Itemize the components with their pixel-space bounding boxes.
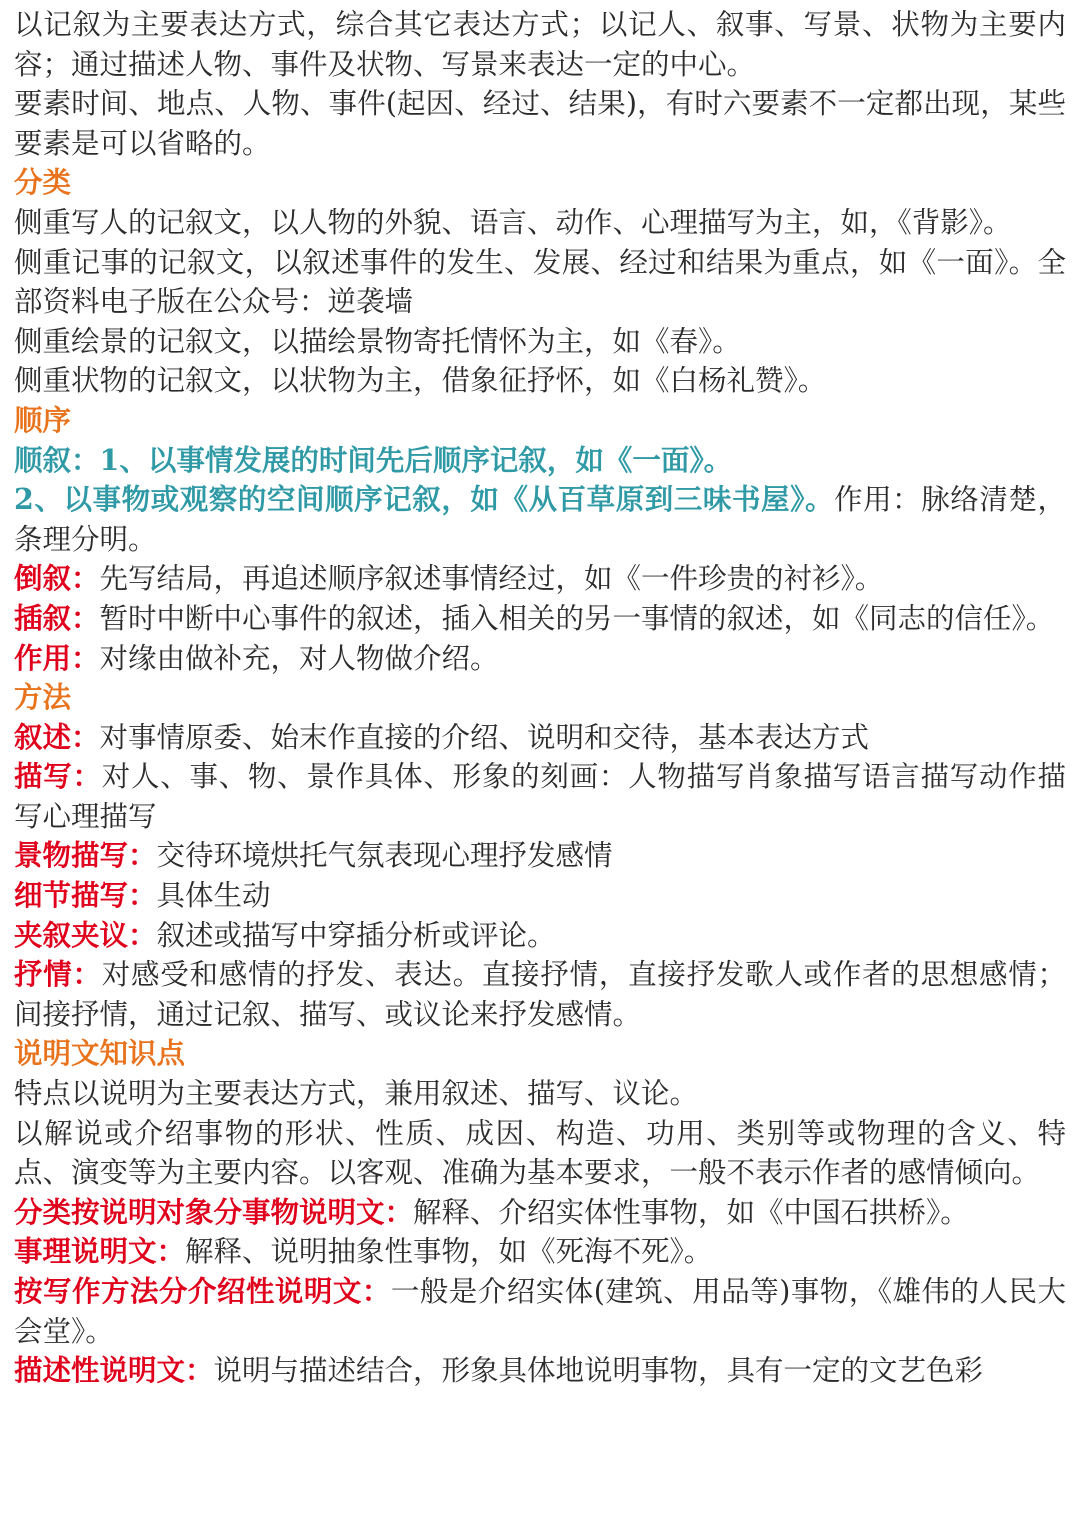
expository-descr-label: 描述性说明文： (14, 1353, 214, 1388)
methods-narrate-text: 对事情原委、始末作直接的介绍、说明和交待，基本表达方式 (99, 720, 870, 754)
methods-narrate-label: 叙述： (14, 719, 100, 754)
order-flashback-text: 先写结局，再追述顺序叙述事情经过，如《一件珍贵的衬衫》。 (99, 562, 884, 596)
expository-descr-text: 说明与描述结合，形象具体地说明事物，具有一定的文艺色彩 (213, 1354, 984, 1388)
methods-mixed-label: 夹叙夹议： (14, 917, 157, 952)
methods-describe-label: 描写： (14, 759, 102, 794)
methods-describe-line (14, 757, 1066, 836)
order-effect-text: 对缘由做补充，对人物做介绍。 (99, 641, 499, 675)
intro-paragraph-2: 要素时间、地点、人物、事件(起因、经过、结果)，有时六要素不一定都出现，某些要素是可以省略的。 (14, 87, 1066, 160)
methods-mixed-line (14, 916, 1066, 956)
order-sequential-label: 顺叙： (14, 442, 100, 477)
methods-lyric-text: 对感受和感情的抒发、表达。直接抒情，直接抒发歌人或作者的思想感情；间接抒情，通过记叙、描写、或议论来抒发感情。 (14, 958, 1066, 1031)
order-effect-line (14, 639, 1066, 679)
classify-paragraph-4: 侧重状物的记叙文，以状物为主，借象征抒怀，如《白杨礼赞》。 (14, 364, 827, 398)
expository-method-label: 按写作方法分介绍性说明文： (14, 1274, 391, 1308)
section-heading-expository: 说明文知识点 (14, 1036, 186, 1071)
classify-paragraph-3: 侧重绘景的记叙文，以描绘景物寄托情怀为主，如《春》。 (14, 324, 741, 358)
expository-method-text: 一般是介绍实体(建筑、用品等)事物，《雄伟的人民大会堂》。 (14, 1275, 1066, 1348)
expository-object-label: 分类按说明对象分事物说明文： (14, 1194, 414, 1229)
expository-reason-line (14, 1232, 1066, 1272)
order-sequential-line-2 (14, 480, 1066, 559)
methods-detail-text: 具体生动 (156, 879, 271, 913)
expository-descr-line (14, 1351, 1066, 1391)
expository-reason-text: 解释、说明抽象性事物，如《死海不死》。 (185, 1235, 713, 1269)
order-insert-label: 插叙： (14, 600, 100, 635)
order-sequential-effect: 作用：脉络清楚，条理分明。 (14, 483, 1066, 556)
order-insert-line (14, 599, 1066, 639)
classify-paragraph-1: 侧重写人的记叙文，以人物的外貌、语言、动作、心理描写为主，如，《背影》。 (14, 205, 1012, 239)
intro-paragraph-1: 以记叙为主要表达方式，综合其它表达方式；以记人、叙事、写景、状物为主要内容；通过描述人物、事件及状物、写景来表达一定的中心。 (14, 8, 1066, 81)
expository-paragraph-2: 以解说或介绍事物的形状、性质、成因、构造、功用、类别等或物理的含义、特点、演变等为主要内容。以客观、准确为基本要求，一般不表示作者的感情倾向。 (14, 1116, 1066, 1190)
order-sequential-line (14, 441, 1066, 481)
expository-paragraph-1: 特点以说明为主要表达方式，兼用叙述、描写、议论。 (14, 1077, 699, 1111)
order-sequential-item-1: 1、以事情发展的时间先后顺序记叙，如《一面》。 (99, 442, 733, 477)
section-heading-methods: 方法 (14, 680, 72, 715)
methods-detail-label: 细节描写： (14, 878, 157, 913)
methods-narrate-line (14, 718, 1066, 758)
order-insert-text: 暂时中断中心事件的叙述，插入相关的另一事情的叙述，如《同志的信任》。 (99, 601, 1055, 635)
section-heading-order: 顺序 (14, 402, 72, 437)
methods-scene-text: 交待环境烘托气氛表现心理抒发感情 (156, 839, 613, 873)
expository-reason-label: 事理说明文： (14, 1234, 186, 1269)
methods-mixed-text: 叙述或描写中穿插分析或评论。 (156, 918, 556, 952)
classify-paragraph-2: 侧重记事的记叙文，以叙述事件的发生、发展、经过和结果为重点，如《一面》。全部资料电子版在公众号：逆袭墙 (14, 245, 1066, 319)
order-flashback-line (14, 559, 1066, 599)
methods-scene-label: 景物描写： (14, 838, 157, 873)
section-heading-classify: 分类 (14, 165, 72, 200)
methods-describe-text: 对人、事、物、景作具体、形象的刻画：人物描写肖象描写语言描写动作描写心理描写 (14, 760, 1066, 833)
order-flashback-label: 倒叙： (14, 561, 100, 596)
methods-scene-line (14, 836, 1066, 876)
expository-object-line (14, 1193, 1066, 1233)
methods-lyric-line (14, 955, 1066, 1034)
expository-method-line (14, 1272, 1066, 1351)
methods-detail-line (14, 876, 1066, 916)
order-effect-label: 作用： (14, 640, 100, 675)
order-sequential-item-2: 2、以事物或观察的空间顺序记叙，如《从百草原到三味书屋》。 (14, 482, 835, 517)
methods-lyric-label: 抒情： (14, 957, 102, 992)
expository-object-text: 解释、介绍实体性事物，如《中国石拱桥》。 (413, 1195, 969, 1229)
